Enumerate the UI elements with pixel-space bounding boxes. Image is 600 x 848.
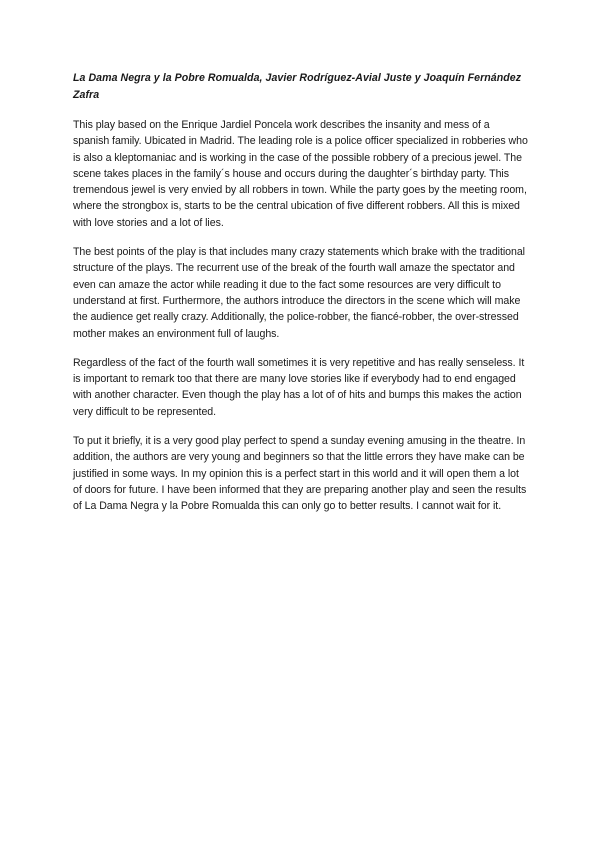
document-body	[73, 70, 528, 528]
paragraph-conclusion: To put it briefly, it is a very good play perfect to spend a sunday evening amusing in the theatre. In addition, the authors are very young and beginners so that the little errors they have make can be justified in some ways. In my opinion this is a perfect start in this world and it will open them a lot of doors for future. I have been informed that they are preparing another play and seen the results of La Dama Negra y la Pobre Romualda this can only go to better results. I cannot wait for it.	[73, 435, 527, 513]
review-title: La Dama Negra y la Pobre Romualda, Javier Rodríguez-Avial Juste y Joaquín Fernández Zafra	[73, 72, 522, 101]
paragraph-weaknesses: Regardless of the fact of the fourth wall sometimes it is very repetitive and has really senseless. It is important to remark too that there are many love stories like if everybody had to end engaged with another character. Even though the play has a lot of of hits and bumps this makes the action very difficult to be represented.	[73, 356, 525, 418]
paragraph-strengths: The best points of the play is that includes many crazy statements which brake with the traditional structure of the plays. The recurrent use of the break of the fourth wall amaze the spectator and even can amaze the actor while reading it due to the fact some resources are very difficult to understand at first. Furthermore, the authors introduce the directors in the scene which will make the audience get really crazy. Additionally, the police-robber, the fiancé-robber, the over-stressed mother makes an environment full of laughs.	[73, 246, 525, 340]
paragraph-summary: This play based on the Enrique Jardiel Poncela work describes the insanity and mess of a spanish family. Ubicated in Madrid. The leading role is a police officer specialized in robberies who is also a kleptomaniac and is working in the case of the possible robbery of a precious jewel. The scene takes places in the family´s house and occurs during the daughter´s birthday party. This tremendous jewel is very envied by all robbers in town. While the party goes by the meeting room, where the strongbox is, starts to be the central ubication of five different robbers. All this is mixed with love stories and a lot of lies.	[73, 119, 528, 229]
